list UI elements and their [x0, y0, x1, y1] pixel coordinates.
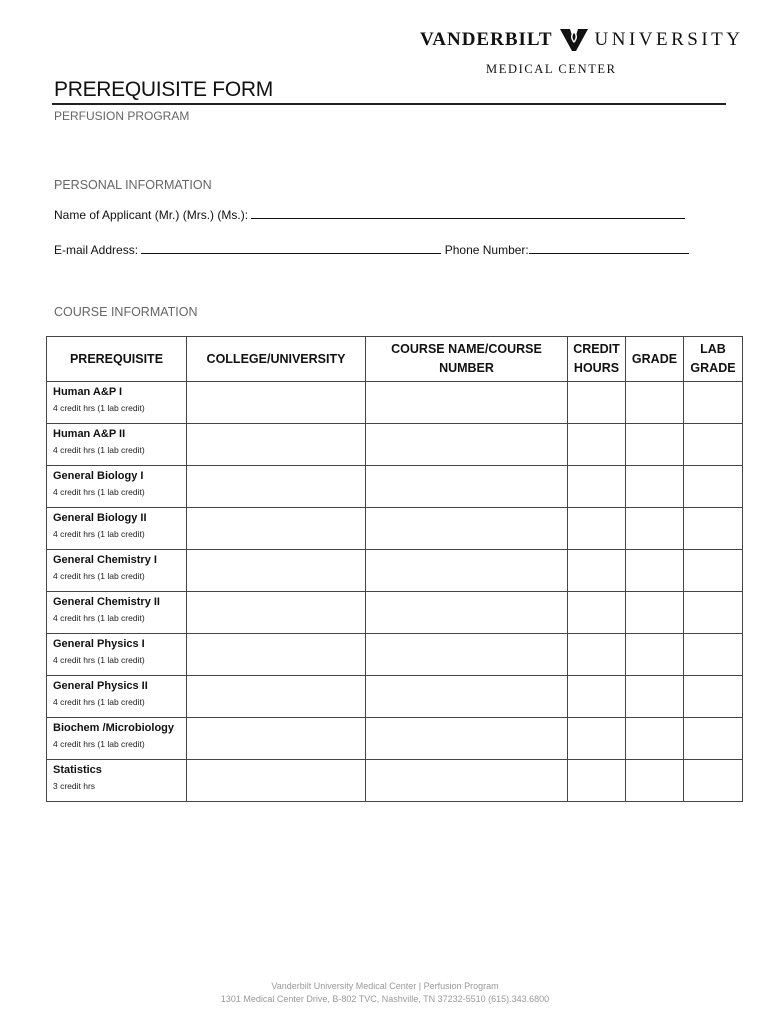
credit-hours-cell[interactable]	[568, 718, 626, 760]
credit-hours-cell[interactable]	[568, 592, 626, 634]
table-header-row	[47, 337, 743, 382]
lab-grade-cell[interactable]	[684, 634, 743, 676]
prerequisite-name: Biochem /Microbiology	[53, 722, 175, 734]
col-prerequisite: PREREQUISITE	[47, 337, 187, 382]
grade-cell[interactable]	[626, 718, 684, 760]
prerequisite-name: General Chemistry II	[53, 596, 160, 608]
applicant-name-row	[54, 206, 685, 222]
prerequisite-credit-note: 4 credit hrs (1 lab credit)	[53, 445, 145, 455]
phone-field[interactable]	[529, 241, 689, 254]
prerequisite-name: General Physics I	[53, 638, 145, 650]
lab-grade-cell[interactable]	[684, 466, 743, 508]
lab-grade-cell[interactable]	[684, 718, 743, 760]
college-cell[interactable]	[187, 550, 366, 592]
footer-line-2: 1301 Medical Center Drive, B-802 TVC, Nashville, TN 37232-5510 (615).343.6800	[220, 994, 550, 1004]
table-row	[47, 466, 743, 508]
prerequisite-credit-note: 4 credit hrs (1 lab credit)	[53, 487, 145, 497]
grade-cell[interactable]	[626, 424, 684, 466]
prerequisite-name: General Chemistry I	[53, 554, 157, 566]
logo-medical-center: MEDICAL CENTER	[486, 62, 617, 76]
prerequisite-cell	[47, 676, 187, 718]
prerequisite-cell	[47, 550, 187, 592]
table-row	[47, 424, 743, 466]
grade-cell[interactable]	[626, 382, 684, 424]
prerequisite-credit-note: 4 credit hrs (1 lab credit)	[53, 571, 145, 581]
grade-cell[interactable]	[626, 466, 684, 508]
table-row	[47, 508, 743, 550]
vanderbilt-logo	[420, 24, 744, 80]
prerequisite-cell	[47, 592, 187, 634]
prerequisite-cell	[47, 718, 187, 760]
credit-hours-cell[interactable]	[568, 634, 626, 676]
prerequisite-credit-note: 4 credit hrs (1 lab credit)	[53, 613, 145, 623]
prerequisite-name: Statistics	[53, 764, 102, 776]
grade-cell[interactable]	[626, 760, 684, 802]
prerequisite-cell	[47, 508, 187, 550]
logo-word-vanderbilt: VANDERBILT	[420, 29, 553, 50]
credit-hours-cell[interactable]	[568, 424, 626, 466]
title-divider	[52, 103, 726, 105]
lab-grade-cell[interactable]	[684, 424, 743, 466]
phone-label: Phone Number:	[444, 243, 529, 257]
page-footer	[0, 980, 770, 1006]
logo-word-university: UNIVERSITY	[594, 29, 744, 50]
credit-hours-cell[interactable]	[568, 508, 626, 550]
prerequisite-credit-note: 4 credit hrs (1 lab credit)	[53, 529, 145, 539]
course-name-cell[interactable]	[366, 634, 568, 676]
table-row	[47, 592, 743, 634]
grade-cell[interactable]	[626, 592, 684, 634]
col-college: COLLEGE/UNIVERSITY	[187, 337, 366, 382]
contact-row	[54, 241, 689, 257]
course-name-cell[interactable]	[366, 676, 568, 718]
table-row	[47, 550, 743, 592]
prerequisite-cell	[47, 424, 187, 466]
lab-grade-cell[interactable]	[684, 508, 743, 550]
prerequisite-name: General Biology II	[53, 512, 147, 524]
college-cell[interactable]	[187, 760, 366, 802]
college-cell[interactable]	[187, 466, 366, 508]
grade-cell[interactable]	[626, 508, 684, 550]
grade-cell[interactable]	[626, 550, 684, 592]
course-name-cell[interactable]	[366, 760, 568, 802]
prerequisite-credit-note: 4 credit hrs (1 lab credit)	[53, 739, 145, 749]
college-cell[interactable]	[187, 676, 366, 718]
prerequisite-credit-note: 4 credit hrs (1 lab credit)	[53, 655, 145, 665]
credit-hours-cell[interactable]	[568, 382, 626, 424]
course-name-cell[interactable]	[366, 550, 568, 592]
credit-hours-cell[interactable]	[568, 550, 626, 592]
table-row	[47, 382, 743, 424]
lab-grade-cell[interactable]	[684, 760, 743, 802]
lab-grade-cell[interactable]	[684, 550, 743, 592]
email-field[interactable]	[141, 241, 441, 254]
prerequisite-table	[46, 336, 743, 802]
lab-grade-cell[interactable]	[684, 592, 743, 634]
prerequisite-name: Human A&P II	[53, 428, 126, 440]
table-row	[47, 760, 743, 802]
prerequisite-name: Human A&P I	[53, 386, 123, 398]
applicant-name-label: Name of Applicant (Mr.) (Mrs.) (Ms.):	[54, 208, 249, 222]
email-label: E-mail Address:	[54, 243, 139, 257]
page-subtitle: PERFUSION PROGRAM	[54, 109, 190, 123]
lab-grade-cell[interactable]	[684, 382, 743, 424]
applicant-name-field[interactable]	[251, 206, 685, 219]
course-name-cell[interactable]	[366, 466, 568, 508]
prerequisite-name: General Biology I	[53, 470, 144, 482]
page-title: PREREQUISITE FORM	[54, 78, 273, 101]
prerequisite-cell	[47, 634, 187, 676]
col-lab-grade: LAB GRADE	[684, 337, 743, 382]
prerequisite-credit-note: 4 credit hrs (1 lab credit)	[53, 403, 145, 413]
college-cell[interactable]	[187, 634, 366, 676]
college-cell[interactable]	[187, 592, 366, 634]
course-name-cell[interactable]	[366, 718, 568, 760]
prerequisite-name: General Physics II	[53, 680, 148, 692]
table-row	[47, 634, 743, 676]
grade-cell[interactable]	[626, 676, 684, 718]
vanderbilt-v-oak-leaf-icon	[559, 28, 589, 52]
table-row	[47, 718, 743, 760]
college-cell[interactable]	[187, 508, 366, 550]
table-row	[47, 676, 743, 718]
col-course-name: COURSE NAME/COURSE NUMBER	[366, 337, 568, 382]
footer-line-1: Vanderbilt University Medical Center | Perfusion Program	[271, 981, 499, 991]
credit-hours-cell[interactable]	[568, 466, 626, 508]
lab-grade-cell[interactable]	[684, 676, 743, 718]
grade-cell[interactable]	[626, 634, 684, 676]
course-info-heading: COURSE INFORMATION	[54, 305, 198, 319]
prerequisite-credit-note: 3 credit hrs	[53, 781, 96, 791]
prerequisite-cell	[47, 760, 187, 802]
course-name-cell[interactable]	[366, 382, 568, 424]
course-name-cell[interactable]	[366, 424, 568, 466]
prerequisite-credit-note: 4 credit hrs (1 lab credit)	[53, 697, 145, 707]
prerequisite-cell	[47, 466, 187, 508]
course-name-cell[interactable]	[366, 592, 568, 634]
college-cell[interactable]	[187, 424, 366, 466]
col-grade: GRADE	[626, 337, 684, 382]
course-name-cell[interactable]	[366, 508, 568, 550]
col-credit-hours: CREDIT HOURS	[568, 337, 626, 382]
credit-hours-cell[interactable]	[568, 676, 626, 718]
college-cell[interactable]	[187, 718, 366, 760]
college-cell[interactable]	[187, 382, 366, 424]
prerequisite-cell	[47, 382, 187, 424]
credit-hours-cell[interactable]	[568, 760, 626, 802]
personal-info-heading: PERSONAL INFORMATION	[54, 178, 212, 192]
